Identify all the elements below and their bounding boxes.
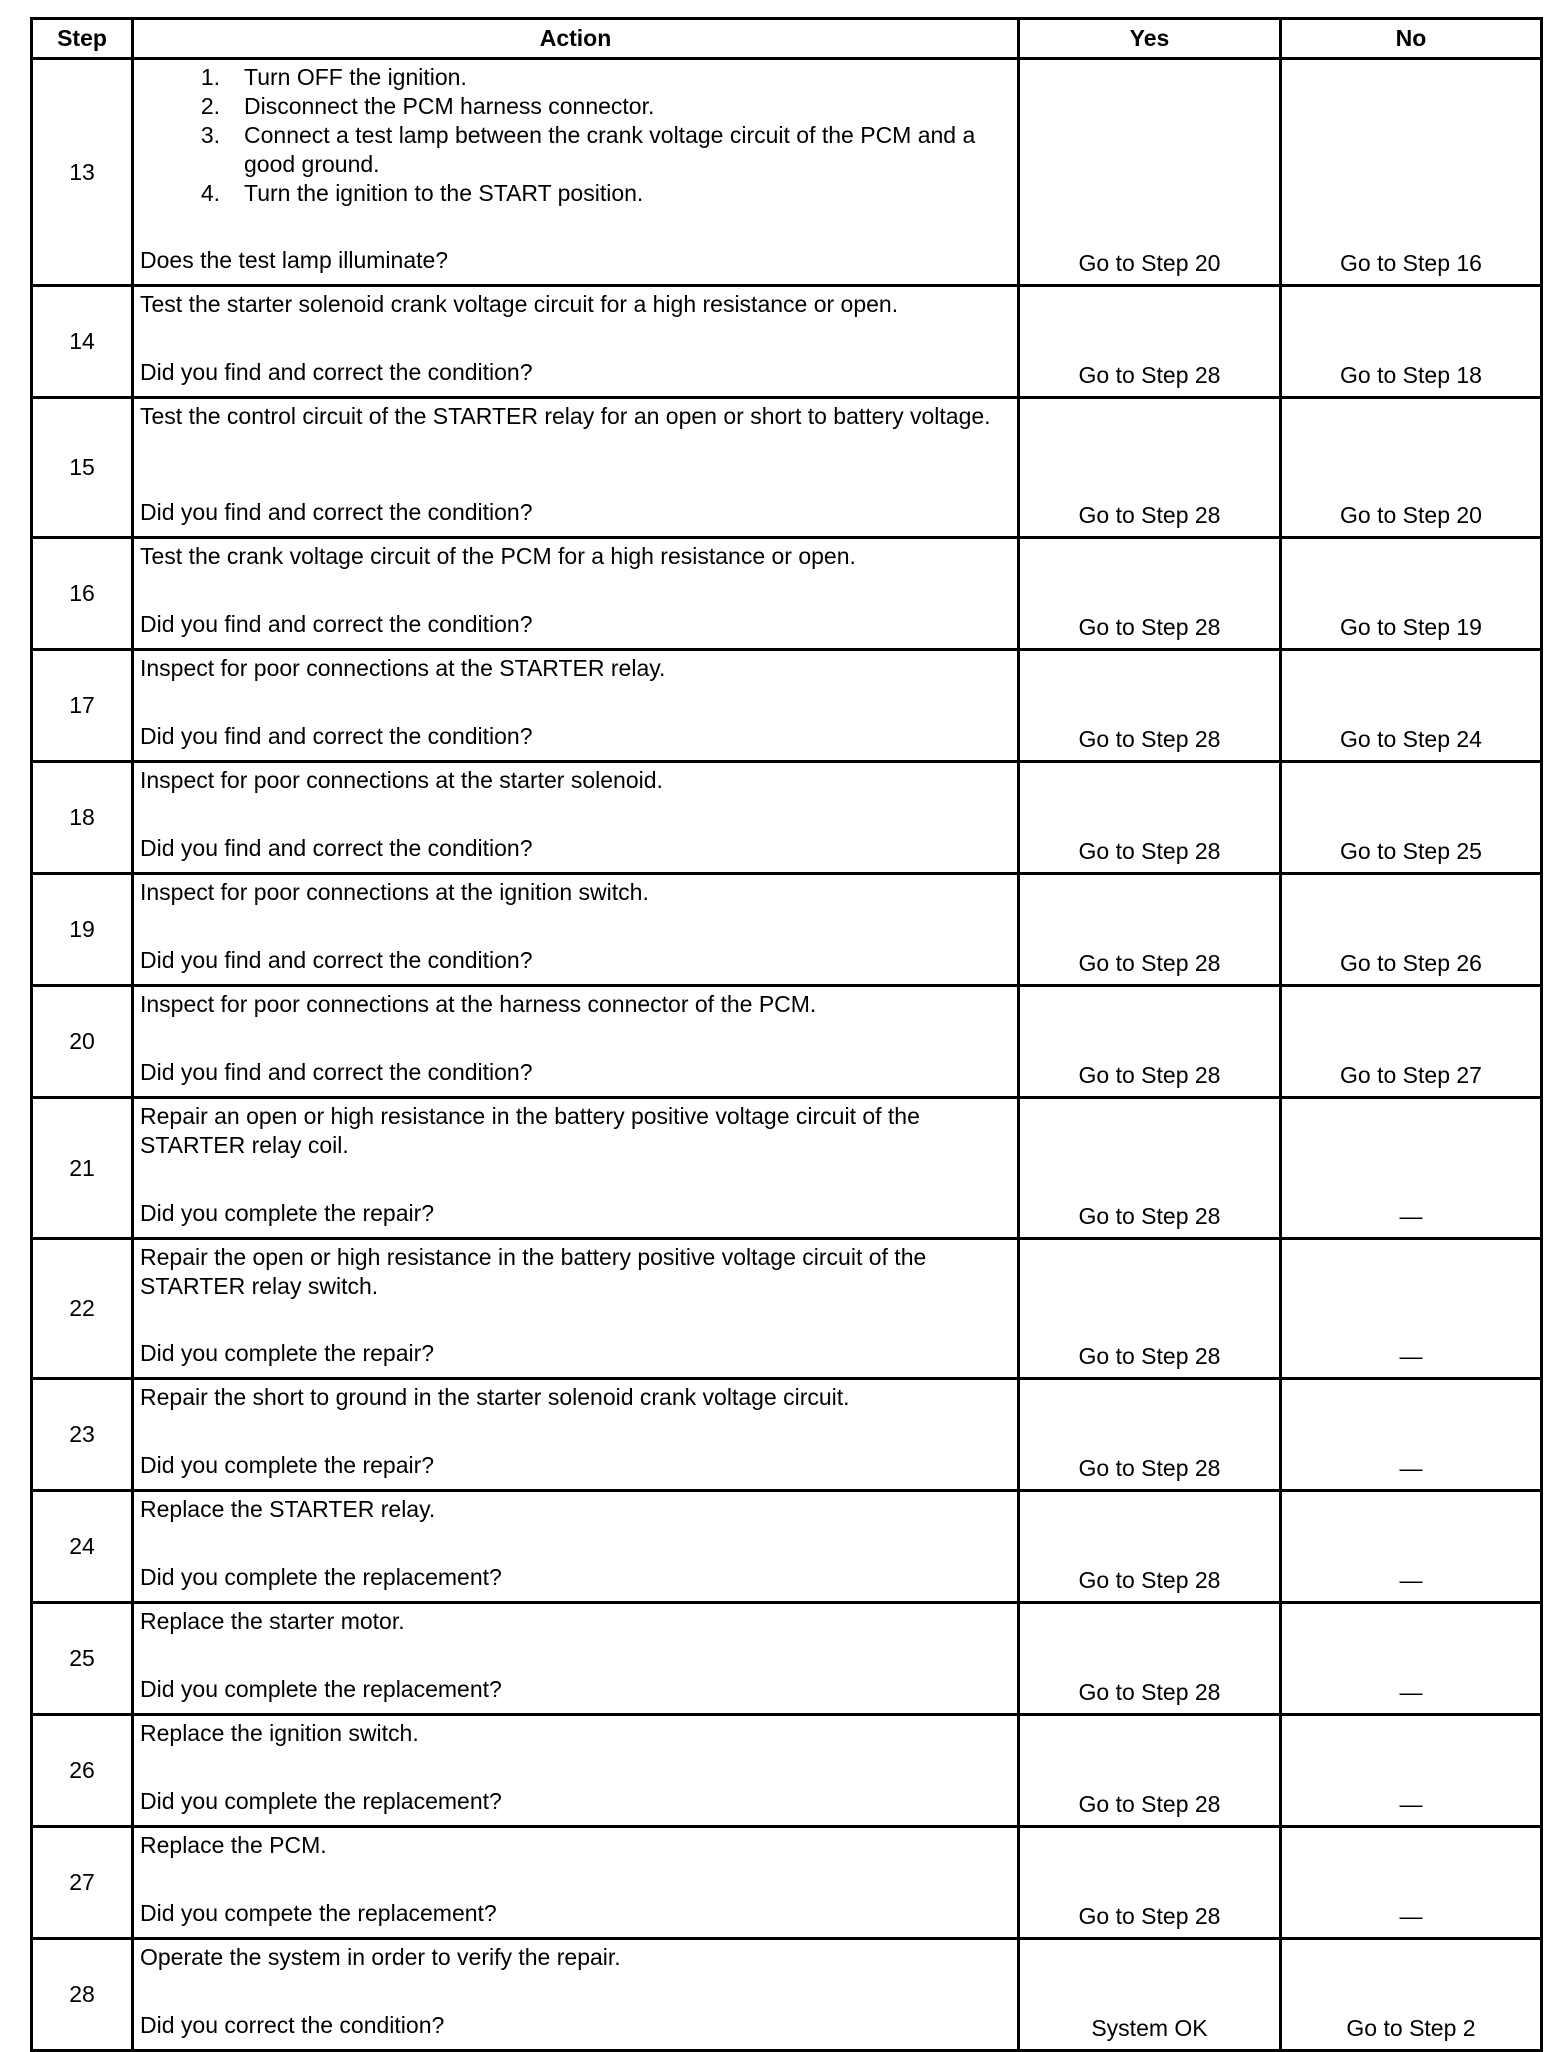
list-item xyxy=(140,179,1009,208)
table-row xyxy=(32,650,1542,762)
step-number: 19 xyxy=(32,874,133,986)
action-text: Operate the system in order to verify the repair. xyxy=(140,1944,621,1970)
diagnostic-table xyxy=(30,17,1543,2052)
action-cell xyxy=(133,1827,1019,1939)
yes-result-cell xyxy=(1019,59,1281,286)
no-result-cell xyxy=(1281,1939,1542,2051)
action-text: Test the crank voltage circuit of the PCM for a high resistance or open. xyxy=(140,543,856,569)
action-cell xyxy=(133,538,1019,650)
action-question: Did you find and correct the condition? xyxy=(140,1059,533,1085)
no-result-cell xyxy=(1281,762,1542,874)
no-result: — xyxy=(1399,1567,1423,1593)
step-number: 24 xyxy=(32,1491,133,1603)
action-question: Did you find and correct the condition? xyxy=(140,499,533,525)
action-text: Inspect for poor connections at the harness connector of the PCM. xyxy=(140,991,817,1017)
action-text: Replace the starter motor. xyxy=(140,1608,405,1634)
action-question: Did you find and correct the condition? xyxy=(140,947,533,973)
step-number: 14 xyxy=(32,286,133,398)
list-item-number: 4. xyxy=(200,180,220,206)
yes-result-cell xyxy=(1019,986,1281,1098)
action-question: Does the test lamp illuminate? xyxy=(140,247,449,273)
action-steps-list xyxy=(140,63,1009,208)
action-question: Did you complete the repair? xyxy=(140,1200,435,1226)
no-result: Go to Step 2 xyxy=(1346,2015,1476,2041)
action-cell xyxy=(133,650,1019,762)
no-result: Go to Step 24 xyxy=(1340,726,1482,752)
list-item-text: Turn the ignition to the START position. xyxy=(244,180,644,206)
table-row xyxy=(32,1827,1542,1939)
no-result-cell xyxy=(1281,874,1542,986)
no-result-cell xyxy=(1281,538,1542,650)
yes-result-cell xyxy=(1019,650,1281,762)
action-question: Did you correct the condition? xyxy=(140,2012,445,2038)
action-text: Inspect for poor connections at the STARTER relay. xyxy=(140,655,666,681)
table-row xyxy=(32,1098,1542,1239)
step-number: 21 xyxy=(32,1098,133,1239)
no-result: — xyxy=(1399,1343,1423,1369)
action-question: Did you complete the repair? xyxy=(140,1452,435,1478)
yes-result: Go to Step 20 xyxy=(1078,250,1221,276)
table-row xyxy=(32,1239,1542,1379)
list-item-text: Turn OFF the ignition. xyxy=(244,64,467,90)
no-result-cell xyxy=(1281,1827,1542,1939)
action-cell xyxy=(133,1939,1019,2051)
yes-result: Go to Step 28 xyxy=(1078,614,1221,640)
no-result-cell xyxy=(1281,1239,1542,1379)
no-result-cell xyxy=(1281,1715,1542,1827)
action-cell xyxy=(133,1098,1019,1239)
table-row xyxy=(32,538,1542,650)
action-cell xyxy=(133,1379,1019,1491)
table-row xyxy=(32,398,1542,538)
no-result: — xyxy=(1399,1455,1423,1481)
no-result: — xyxy=(1399,1679,1423,1705)
step-number: 27 xyxy=(32,1827,133,1939)
yes-result: Go to Step 28 xyxy=(1078,1203,1221,1229)
step-number: 26 xyxy=(32,1715,133,1827)
step-number: 15 xyxy=(32,398,133,538)
action-question: Did you complete the replacement? xyxy=(140,1564,502,1590)
action-cell xyxy=(133,1603,1019,1715)
no-result: Go to Step 20 xyxy=(1340,502,1482,528)
action-text: Test the starter solenoid crank voltage circuit for a high resistance or open. xyxy=(140,291,899,317)
action-text: Test the control circuit of the STARTER relay for an open or short to battery voltage. xyxy=(140,403,991,429)
action-question: Did you find and correct the condition? xyxy=(140,835,533,861)
no-result-cell xyxy=(1281,59,1542,286)
no-result-cell xyxy=(1281,1098,1542,1239)
no-result: — xyxy=(1399,1203,1423,1229)
action-question: Did you find and correct the condition? xyxy=(140,359,533,385)
yes-result-cell xyxy=(1019,398,1281,538)
action-question: Did you find and correct the condition? xyxy=(140,611,533,637)
header-yes: Yes xyxy=(1019,19,1281,59)
table-row xyxy=(32,1939,1542,2051)
action-cell xyxy=(133,398,1019,538)
action-question: Did you complete the replacement? xyxy=(140,1788,502,1814)
table-row xyxy=(32,874,1542,986)
no-result: — xyxy=(1399,1791,1423,1817)
yes-result: Go to Step 28 xyxy=(1078,1679,1221,1705)
yes-result-cell xyxy=(1019,1603,1281,1715)
no-result: Go to Step 27 xyxy=(1340,1062,1482,1088)
no-result-cell xyxy=(1281,398,1542,538)
action-cell xyxy=(133,1491,1019,1603)
action-text: Inspect for poor connections at the ignition switch. xyxy=(140,879,649,905)
step-number: 18 xyxy=(32,762,133,874)
action-cell xyxy=(133,1239,1019,1379)
table-row xyxy=(32,286,1542,398)
yes-result: Go to Step 28 xyxy=(1078,502,1221,528)
yes-result-cell xyxy=(1019,1098,1281,1239)
no-result-cell xyxy=(1281,650,1542,762)
action-text: Repair an open or high resistance in the battery positive voltage circuit of the STARTER relay coil. xyxy=(140,1103,920,1158)
table-header-row xyxy=(32,19,1542,59)
yes-result: Go to Step 28 xyxy=(1078,838,1221,864)
yes-result-cell xyxy=(1019,1939,1281,2051)
no-result: Go to Step 19 xyxy=(1340,614,1482,640)
yes-result: Go to Step 28 xyxy=(1078,1903,1221,1929)
yes-result: System OK xyxy=(1091,2015,1208,2041)
yes-result-cell xyxy=(1019,1239,1281,1379)
step-number: 17 xyxy=(32,650,133,762)
table-row xyxy=(32,986,1542,1098)
step-number: 23 xyxy=(32,1379,133,1491)
action-text: Repair the short to ground in the starter solenoid crank voltage circuit. xyxy=(140,1384,850,1410)
yes-result-cell xyxy=(1019,762,1281,874)
yes-result: Go to Step 28 xyxy=(1078,362,1221,388)
yes-result: Go to Step 28 xyxy=(1078,1791,1221,1817)
action-text: Replace the ignition switch. xyxy=(140,1720,419,1746)
action-question: Did you complete the repair? xyxy=(140,1340,435,1366)
action-question: Did you complete the replacement? xyxy=(140,1676,502,1702)
yes-result: Go to Step 28 xyxy=(1078,950,1221,976)
table-row xyxy=(32,1603,1542,1715)
yes-result: Go to Step 28 xyxy=(1078,726,1221,752)
action-question: Did you compete the replacement? xyxy=(140,1900,497,1926)
list-item xyxy=(140,63,1009,92)
action-cell xyxy=(133,986,1019,1098)
no-result-cell xyxy=(1281,286,1542,398)
table-row xyxy=(32,1379,1542,1491)
step-number: 28 xyxy=(32,1939,133,2051)
yes-result-cell xyxy=(1019,1827,1281,1939)
no-result-cell xyxy=(1281,1603,1542,1715)
step-number: 22 xyxy=(32,1239,133,1379)
no-result-cell xyxy=(1281,986,1542,1098)
yes-result: Go to Step 28 xyxy=(1078,1455,1221,1481)
step-number: 25 xyxy=(32,1603,133,1715)
no-result-cell xyxy=(1281,1491,1542,1603)
yes-result: Go to Step 28 xyxy=(1078,1343,1221,1369)
list-item-number: 1. xyxy=(200,64,220,90)
list-item-number: 3. xyxy=(200,122,220,148)
list-item xyxy=(140,92,1009,121)
yes-result-cell xyxy=(1019,1379,1281,1491)
action-cell xyxy=(133,286,1019,398)
action-cell xyxy=(133,59,1019,286)
step-number: 13 xyxy=(32,59,133,286)
no-result: Go to Step 25 xyxy=(1340,838,1482,864)
no-result: Go to Step 18 xyxy=(1340,362,1482,388)
yes-result-cell xyxy=(1019,1715,1281,1827)
list-item-text: Disconnect the PCM harness connector. xyxy=(244,93,655,119)
no-result-cell xyxy=(1281,1379,1542,1491)
action-cell xyxy=(133,762,1019,874)
header-action: Action xyxy=(133,19,1019,59)
yes-result: Go to Step 28 xyxy=(1078,1567,1221,1593)
action-cell xyxy=(133,874,1019,986)
yes-result-cell xyxy=(1019,1491,1281,1603)
yes-result: Go to Step 28 xyxy=(1078,1062,1221,1088)
step-number: 20 xyxy=(32,986,133,1098)
no-result: — xyxy=(1399,1903,1423,1929)
yes-result-cell xyxy=(1019,874,1281,986)
table-row xyxy=(32,762,1542,874)
step-number: 16 xyxy=(32,538,133,650)
action-text: Inspect for poor connections at the starter solenoid. xyxy=(140,767,663,793)
action-text: Repair the open or high resistance in the battery positive voltage circuit of the STARTER relay switch. xyxy=(140,1244,927,1299)
table-row xyxy=(32,1715,1542,1827)
header-step: Step xyxy=(32,19,133,59)
table-row xyxy=(32,59,1542,286)
list-item-number: 2. xyxy=(200,93,220,119)
action-cell xyxy=(133,1715,1019,1827)
list-item-text: Connect a test lamp between the crank voltage circuit of the PCM and a good ground. xyxy=(244,122,976,177)
action-text: Replace the PCM. xyxy=(140,1832,327,1858)
list-item xyxy=(140,121,1009,179)
table-row xyxy=(32,1491,1542,1603)
yes-result-cell xyxy=(1019,538,1281,650)
action-question: Did you find and correct the condition? xyxy=(140,723,533,749)
no-result: Go to Step 16 xyxy=(1340,250,1482,276)
no-result: Go to Step 26 xyxy=(1340,950,1482,976)
action-text: Replace the STARTER relay. xyxy=(140,1496,436,1522)
yes-result-cell xyxy=(1019,286,1281,398)
header-no: No xyxy=(1281,19,1542,59)
